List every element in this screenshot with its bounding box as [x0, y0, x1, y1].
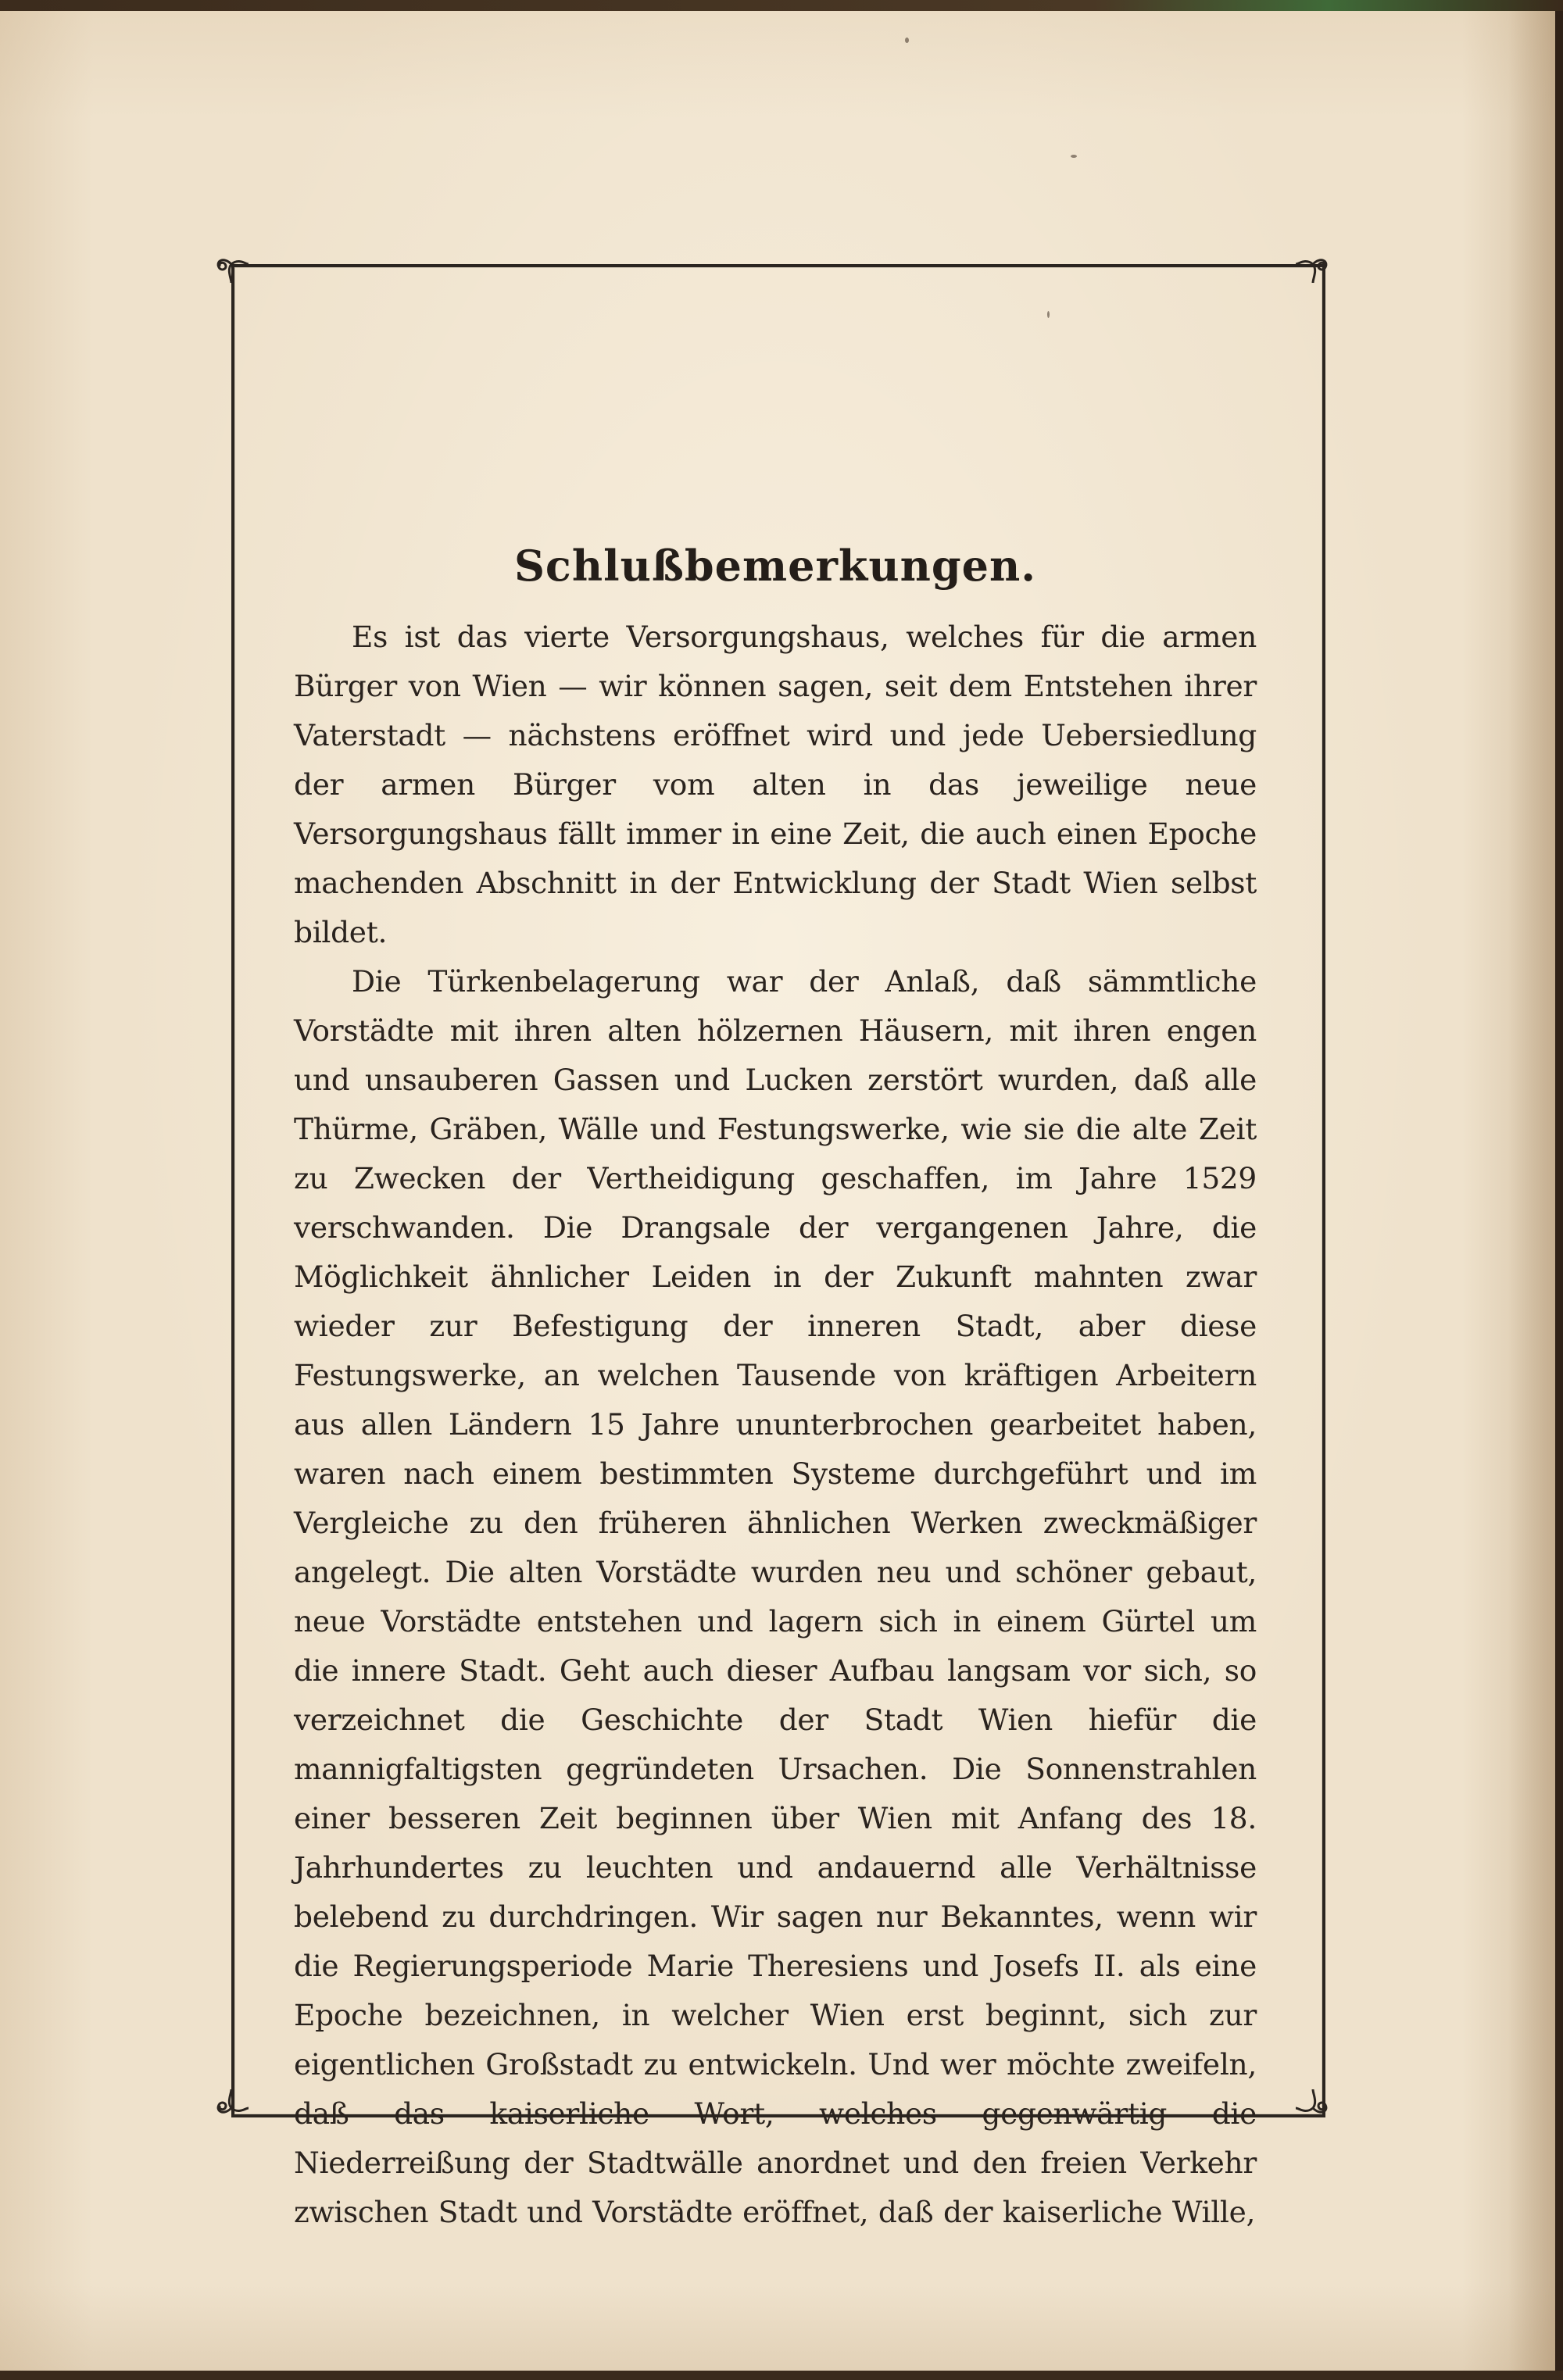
- book-cover-edge-top: [0, 0, 1563, 11]
- book-cover-edge-bottom: [0, 2371, 1563, 2380]
- paragraph-1: Es ist das vierte Versorgungshaus, welches für die armen Bürger von Wien — wir können sagen, seit dem Entstehen ihrer Vaterstadt — nächstens eröffnet wird und jede Uebersiedlung der armen Bürger vom alten in das jeweilige neue Versorgungshaus fällt immer in eine Zeit, die auch einen Epoche machenden Abschnitt in der Entwicklung der Stadt Wien selbst bildet.: [294, 620, 1257, 949]
- page-text-block: [294, 524, 1257, 2237]
- ink-speck: [1071, 155, 1077, 158]
- corner-ornament-icon: [1291, 242, 1335, 286]
- page-title: Schlußbemerkungen.: [513, 541, 1037, 591]
- book-edge: [1555, 0, 1563, 2380]
- corner-ornament-icon: [1291, 2086, 1335, 2130]
- page-curl-shadow: [1508, 0, 1555, 2380]
- corner-ornament-icon: [209, 2086, 253, 2130]
- paragraph-2: Die Türkenbelagerung war der Anlaß, daß sämmtliche Vorstädte mit ihren alten hölzernen Häusern, mit ihren engen und unsauberen Gassen und Lucken zerstört wurden, daß alle Thürme, Gräben, Wälle und Festungswerke, wie sie die alte Zeit zu Zwecken der Vertheidigung geschaffen, im Jahre 1529 verschwanden. Die Drangsale der vergangenen Jahre, die Möglichkeit ähnlicher Leiden in der Zukunft mahnten zwar wieder zur Befestigung der inneren Stadt, aber diese Festungswerke, an welchen Tausende von kräftigen Arbeitern aus allen Ländern 15 Jahre ununterbrochen gearbeitet haben, waren nach einem bestimmten Systeme durchgeführt und im Vergleiche zu den früheren ähnlichen Werken zweckmäßiger angelegt. Die alten Vorstädte wurden neu und schöner gebaut, neue Vorstädte entstehen und lagern sich in einem Gürtel um die innere Stadt. Geht auch dieser Aufbau langsam vor sich, so verzeichnet die Geschichte der Stadt Wien hiefür die mannigfaltigsten gegründeten Ursachen. Die Sonnenstrahlen einer besseren Zeit beginnen über Wien mit Anfang des 18. Jahrhundertes zu leuchten und andauernd alle Verhältnisse belebend zu durchdringen. Wir sagen nur Bekanntes, wenn wir die Regierungsperiode Marie Theresiens und Josefs II. als eine Epoche bezeichnen, in welcher Wien erst beginnt, sich zur eigentlichen Großstadt zu entwickeln. Und wer möchte zweifeln, daß das kaiserliche Wort, welches gegenwärtig die Niederreißung der Stadtwälle anordnet und den freien Verkehr zwischen Stadt und Vorstädte eröffnet, daß der kaiserliche Wille,: [294, 964, 1257, 2229]
- ink-speck: [905, 38, 909, 43]
- corner-ornament-icon: [209, 242, 253, 286]
